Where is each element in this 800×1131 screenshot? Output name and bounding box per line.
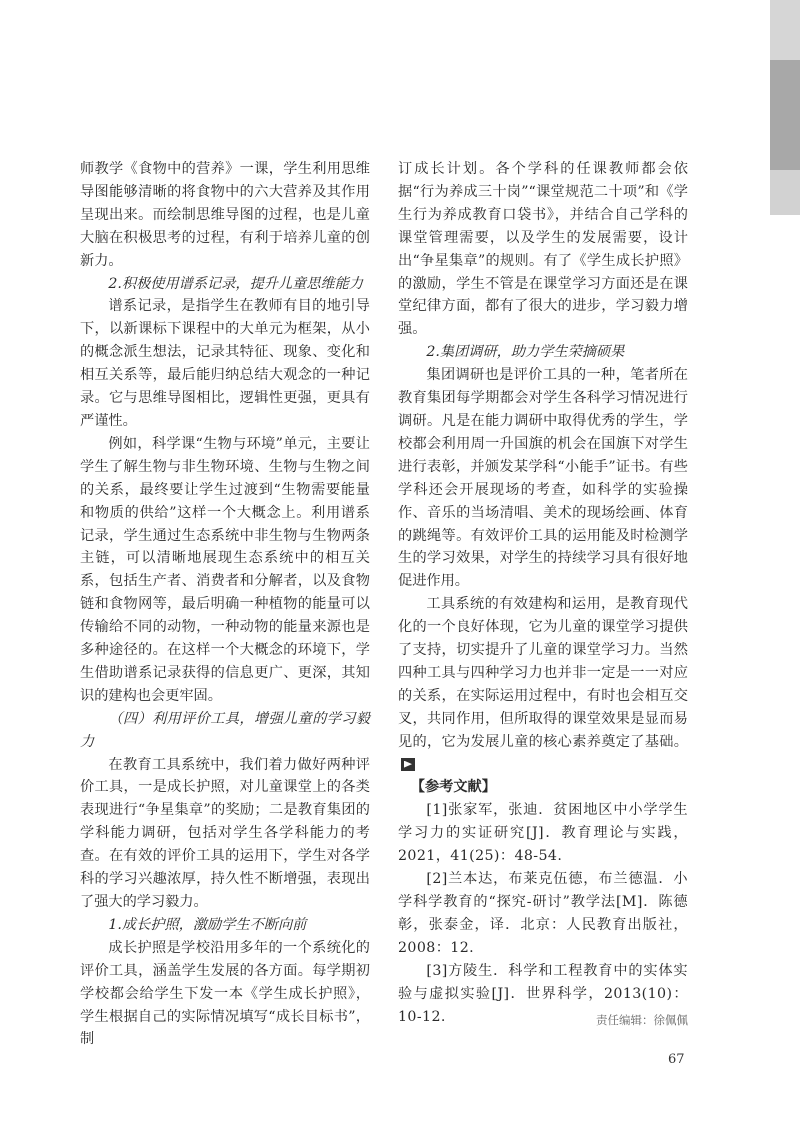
responsible-editor: 责任编辑：徐佩佩 <box>596 1013 688 1027</box>
paragraph: 集团调研也是评价工具的一种，笔者所在教育集团每学期都会对学生各科学习情况进行调研。凡是在能力调研中取得优秀的学生，学校都会利用周一升国旗的机会在国旗下对学生进行表彰，并颁发某学科“小能手”证书。有些学科还会开展现场的考查，如科学的实验操作、音乐的当场清唱、美术的现场绘画、体育的跳绳等。有效评价工具的运用能及时检测学生的学习效果，对学生的持续学习具有很好地促进作用。 <box>398 367 688 590</box>
section-heading: （四）利用评价工具，增强儿童的学习毅力 <box>80 710 370 750</box>
paragraph: 在教育工具系统中，我们着力做好两种评价工具，一是成长护照，对儿童课堂上的各类表现进行“争星集章”的奖励；二是教育集团的学科能力调研，包括对学生各学科能力的考查。在有效的评价工具的运用下，学生对各学科的学习兴趣浓厚，持久性不断增强，表现出了强大的学习毅力。 <box>80 756 370 910</box>
concluding-paragraph <box>398 593 688 776</box>
paragraph: 谱系记录，是指学生在教师有目的地引导下，以新课标下课程中的大单元为框架，从小的概念派生想法，记录其特征、现象、变化和相互关系等，最后能归纳总结大观念的一种记录。它与思维导图相比，逻辑性更强，更具有严谨性。 <box>80 298 370 429</box>
page-number: 67 <box>668 1052 685 1067</box>
reference-item: [1]张家军，张迪．贫困地区中小学学生学习力的实证研究[J]．教育理论与实践，2021，41(25)：48-54. <box>398 802 688 865</box>
section-heading: 1.成长护照，激励学生不断向前 <box>108 916 307 933</box>
edge-tab-top <box>770 0 800 60</box>
section-heading: 2.集团调研，助力学生荣摘硕果 <box>426 344 625 361</box>
reference-item: [3]方陵生．科学和工程教育中的实体实验与虚拟实验[J]．世界科学，2013(10)：10-12. <box>398 962 688 1025</box>
end-of-article-icon <box>401 758 415 771</box>
references-heading: 【参考文献】 <box>410 779 496 796</box>
paragraph: 例如，科学课“生物与环境”单元，主要让学生了解生物与非生物环境、生物与生物之间的关系，最终要让学生过渡到“生物需要能量和物质的供给”这样一个大概念上。利用谱系记录，学生通过生态系统中非生物与生物两条主链，可以清晰地展现生态系统中的相互关系，包括生产者、消费者和分解者，以及食物链和食物网等，最后明确一种植物的能量可以传输给不同的动物，一种动物的能量来源也是多种途径的。在这样一个大概念的环境下，学生借助谱系记录获得的信息更广、更深，其知识的建构也会更牢固。 <box>80 435 370 704</box>
edge-tab-section-marker <box>770 60 800 170</box>
reference-item: [2]兰本达，布莱克伍德，布兰德温．小学科学教育的“探究-研讨”教学法[M]．陈德彰，张泰金，译．北京：人民教育出版社，2008：12. <box>398 871 688 956</box>
paragraph: 订成长计划。各个学科的任课教师都会依据“行为养成三十岗”“课堂规范二十项”和《学生行为养成教育口袋书》，并结合自己学科的课堂管理需要，以及学生的发展需要，设计出“争星集章”的规则。有了《学生成长护照》的激励，学生不管是在课堂学习方面还是在课堂纪律方面，都有了很大的进步，学习毅力增强。 <box>398 161 688 338</box>
paragraph-text: 工具系统的有效建构和运用，是教育现代化的一个良好体现，它为儿童的课堂学习提供了支持，切实提升了儿童的课堂学习力。当然四种工具与四种学习力也并非一定是一一对应的关系，在实际运用过程中，有时也会相互交叉，共同作用，但所取得的课堂效果是显而易见的，它为发展儿童的核心素养奠定了基础。 <box>398 596 688 750</box>
section-heading: 2.积极使用谱系记录，提升儿童思维能力 <box>108 275 364 292</box>
left-column <box>80 158 370 1051</box>
paragraph: 师教学《食物中的营养》一课，学生利用思维导图能够清晰的将食物中的六大营养及其作用呈现出来。而绘制思维导图的过程，也是儿童大脑在积极思考的过程，有利于培养儿童的创新力。 <box>80 161 370 269</box>
paragraph: 成长护照是学校沿用多年的一个系统化的评价工具，涵盖学生发展的各方面。每学期初学校都会给学生下发一本《学生成长护照》，学生根据自己的实际情况填写“成长目标书”，制 <box>80 939 370 1048</box>
right-column <box>398 158 688 1028</box>
edge-tab-bottom <box>770 170 800 215</box>
